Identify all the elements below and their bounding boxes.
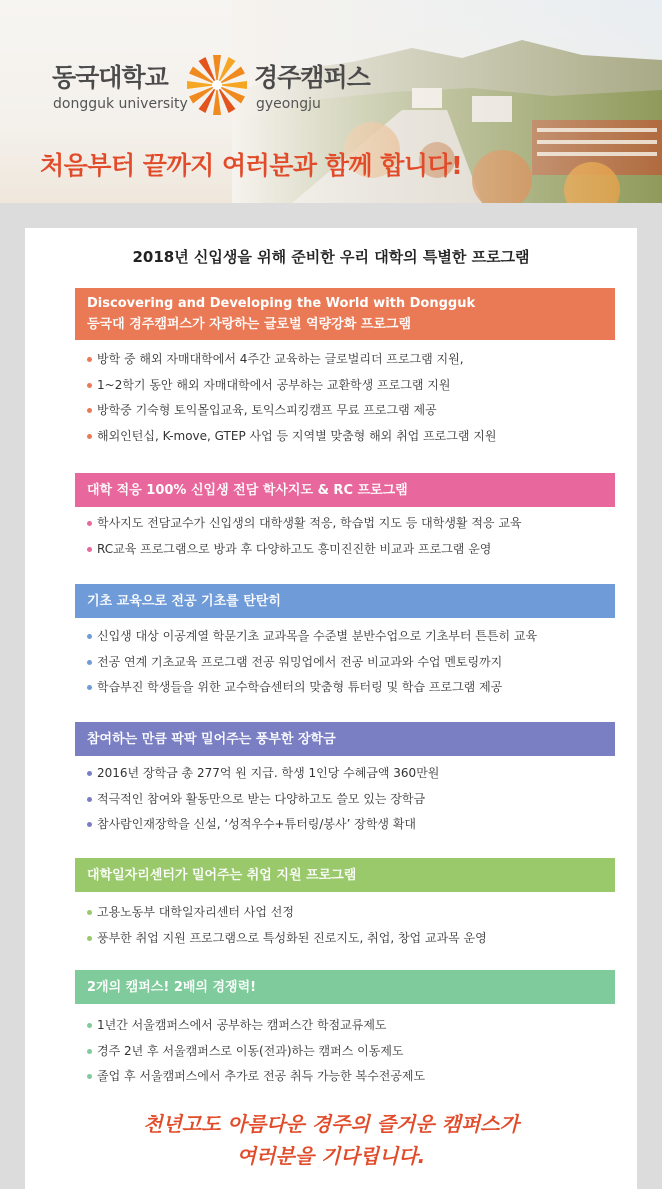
- list-item-text: 1년간 서울캠퍼스에서 공부하는 캠퍼스간 학점교류제도: [97, 1018, 387, 1032]
- bullet-icon: [87, 685, 92, 690]
- bullet-icon: [87, 408, 92, 413]
- list-item: [87, 373, 496, 399]
- bullet-icon: [87, 634, 92, 639]
- section-heading-advising: [75, 473, 615, 507]
- list-item: [87, 537, 522, 563]
- hero-banner: [0, 0, 662, 203]
- bullet-icon: [87, 547, 92, 552]
- list-item: [87, 926, 487, 952]
- section-heading-global: [75, 288, 615, 340]
- list-item-text: 전공 연계 기초교육 프로그램 전공 워밍업에서 전공 비교과와 수업 멘토링까지: [97, 654, 503, 669]
- bullet-icon: [87, 660, 92, 665]
- list-item: [87, 1064, 425, 1090]
- program-card: [25, 228, 637, 1189]
- section-list-scholarship: [87, 761, 439, 838]
- section-heading-line: 등국대 경주캠퍼스가 자랑하는 글로벌 역량강화 프로그램: [87, 317, 412, 332]
- list-item: [87, 787, 439, 813]
- hero-slogan: 처음부터 끝까지 여러분과 함께 합니다!: [40, 151, 463, 180]
- section-list-campuses: [87, 1013, 425, 1090]
- bullet-icon: [87, 383, 92, 388]
- bullet-icon: [87, 771, 92, 776]
- logo-campus-name: 경주캠퍼스: [254, 63, 370, 92]
- list-item-text: 2016년 장학금 총 277억 원 지급. 학생 1인당 수혜금액 360만원: [97, 766, 440, 780]
- bullet-icon: [87, 797, 92, 802]
- list-item: [87, 424, 496, 450]
- bullet-icon: [87, 910, 92, 915]
- section-heading-line: 기초 교육으로 전공 기초를 탄탄히: [87, 593, 281, 609]
- bullet-icon: [87, 1049, 92, 1054]
- section-list-basics: [87, 624, 537, 701]
- bullet-icon: [87, 521, 92, 526]
- list-item: [87, 900, 487, 926]
- bullet-icon: [87, 357, 92, 362]
- bullet-icon: [87, 1074, 92, 1079]
- list-item: [87, 398, 496, 424]
- list-item: [87, 511, 522, 537]
- closing-line-2: 여러분을 기다립니다.: [236, 1144, 426, 1168]
- logo-english-name: dongguk university: [53, 96, 188, 112]
- list-item-text: 학습부진 학생들을 위한 교수학습센터의 맞춤형 튜터링 및 학습 프로그램 제공: [97, 680, 503, 694]
- list-item-text: 고용노동부 대학일자리센터 사업 선정: [97, 905, 294, 919]
- bullet-icon: [87, 434, 92, 439]
- bullet-icon: [87, 1023, 92, 1028]
- list-item-text: 방학 중 해외 자매대학에서 4주간 교육하는 글로벌리더 프로그램 지원,: [97, 352, 464, 366]
- list-item: [87, 650, 537, 676]
- list-item-text: 경주 2년 후 서울캠퍼스로 이동(전과)하는 캠퍼스 이동제도: [97, 1043, 404, 1058]
- section-list-global: [87, 347, 496, 449]
- list-item: [87, 675, 537, 701]
- section-list-career: [87, 900, 487, 951]
- bullet-icon: [87, 822, 92, 827]
- closing-line-1: 천년고도 아름다운 경주의 즐거운 캠퍼스가: [143, 1112, 519, 1136]
- list-item-text: 풍부한 취업 지원 프로그램으로 특성화된 진로지도, 취업, 창업 교과목 운영: [97, 930, 487, 945]
- section-heading-line: 참여하는 만큼 팍팍 밀어주는 풍부한 장학금: [87, 731, 336, 747]
- section-list-advising: [87, 511, 522, 562]
- section-heading-career: [75, 858, 615, 892]
- list-item-text: 방학중 기숙형 토익몰입교육, 토익스피킹캠프 무료 프로그램 제공: [97, 403, 437, 417]
- bullet-icon: [87, 936, 92, 941]
- page-title: 2018년 신입생을 위해 준비한 우리 대학의 특별한 프로그램: [132, 248, 530, 266]
- list-item-text: 졸업 후 서울캠퍼스에서 추가로 전공 취득 가능한 복수전공제도: [97, 1069, 426, 1083]
- list-item: [87, 812, 439, 838]
- list-item: [87, 761, 439, 787]
- section-heading-basics: [75, 584, 615, 618]
- section-heading-scholarship: [75, 722, 615, 756]
- list-item: [87, 1039, 425, 1065]
- list-item: [87, 347, 496, 373]
- logo-campus-english: gyeongju: [256, 96, 321, 112]
- section-heading-campuses: [75, 970, 615, 1004]
- logo-korean-name: 동국대학교: [52, 63, 168, 92]
- list-item: [87, 624, 537, 650]
- section-heading-line: Discovering and Developing the World with Dongguk: [87, 296, 476, 311]
- list-item-text: RC교육 프로그램으로 방과 후 다양하고도 흥미진진한 비교과 프로그램 운영: [97, 541, 492, 556]
- section-heading-line: 대학일자리센터가 밀어주는 취업 지원 프로그램: [87, 867, 357, 883]
- list-item-text: 신입생 대상 이공계열 학문기초 교과목을 수준별 분반수업으로 기초부터 튼튼히 교육: [97, 629, 538, 643]
- list-item-text: 해외인턴십, K-move, GTEP 사업 등 지역별 맞춤형 해외 취업 프로그램 지원: [97, 428, 497, 443]
- list-item-text: 참사람인재장학을 신설, ‘성적우수+튜터링/봉사’ 장학생 확대: [97, 817, 417, 831]
- closing-message: [25, 1108, 637, 1172]
- list-item-text: 적극적인 참여와 활동만으로 받는 다양하고도 쓸모 있는 장학금: [97, 791, 426, 806]
- section-heading-line: 2개의 캠퍼스! 2배의 경쟁력!: [87, 979, 257, 995]
- section-heading-line: 대학 적응 100% 신입생 전담 학사지도 & RC 프로그램: [87, 482, 408, 498]
- list-item-text: 학사지도 전담교수가 신입생의 대학생활 적응, 학습법 지도 등 대학생활 적응 교육: [97, 516, 522, 530]
- list-item: [87, 1013, 425, 1039]
- lotus-emblem-icon: [184, 52, 250, 118]
- list-item-text: 1~2학기 동안 해외 자매대학에서 공부하는 교환학생 프로그램 지원: [97, 377, 451, 392]
